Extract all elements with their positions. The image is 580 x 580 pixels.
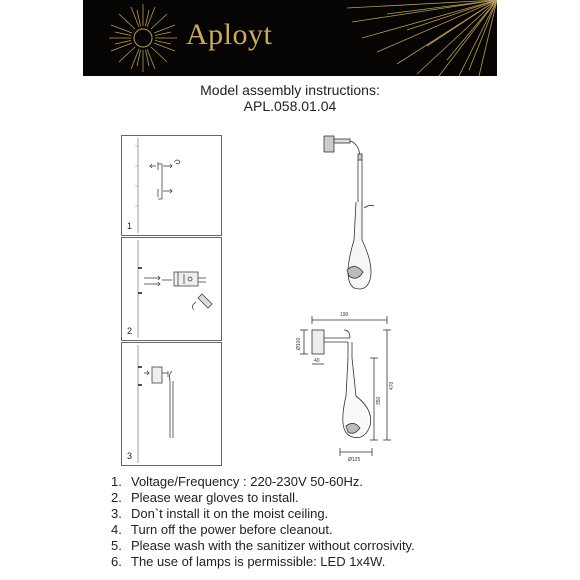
sunburst-graphic	[83, 0, 497, 76]
step-number: 1	[127, 221, 133, 231]
dim-base-depth: 40	[314, 358, 320, 364]
dim-shade-diameter: Ø125	[348, 457, 361, 463]
step-2-illustration	[122, 238, 221, 340]
dim-height-shade: 350	[376, 396, 382, 405]
step-panel-1	[121, 135, 222, 236]
step-number: 3	[127, 451, 133, 461]
lamp-technical-drawing	[292, 130, 422, 470]
step-panel-3	[121, 342, 222, 466]
instructions-list	[111, 474, 571, 570]
list-item: 1. Voltage/Frequency : 220-230V 50-60Hz.	[111, 474, 363, 489]
list-item: 6. The use of lamps is permissible: LED 1x4W.	[111, 554, 386, 569]
product-drawing	[292, 130, 422, 475]
header-banner	[83, 0, 497, 76]
list-item: 2. Please wear gloves to install.	[111, 490, 299, 505]
step-number: 2	[127, 326, 133, 336]
list-item: 4. Turn off the power before cleanout.	[111, 522, 333, 537]
dim-base-diameter: Ø100	[296, 337, 302, 350]
list-item: 5. Please wash with the sanitizer without corrosivity.	[111, 538, 415, 553]
step-1-illustration	[122, 136, 221, 235]
list-item: 3. Don`t install it on the moist ceiling.	[111, 506, 329, 521]
step-panel-2	[121, 237, 222, 341]
model-number: APL.058.01.04	[243, 98, 337, 114]
dim-width: 190	[340, 312, 349, 318]
dim-height-total: 470	[389, 381, 395, 390]
brand-logo: Aployt	[186, 18, 273, 51]
page-title: Model assembly instructions:	[200, 82, 380, 98]
step-3-illustration	[122, 343, 221, 465]
